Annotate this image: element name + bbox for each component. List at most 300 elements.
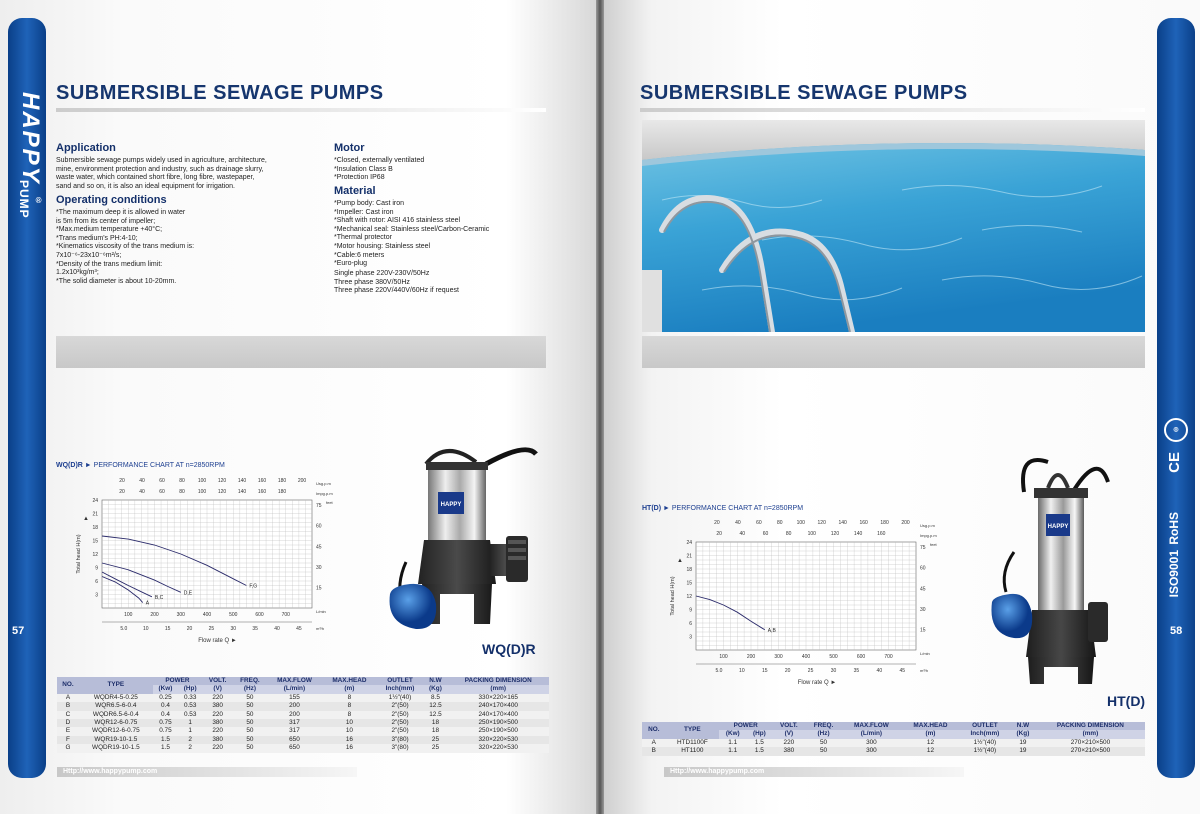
top-tick-impgpm: 40	[139, 489, 145, 495]
pool-photo	[642, 120, 1145, 332]
table-cell: 12	[901, 739, 960, 747]
series-label: D,E	[183, 590, 193, 597]
x-tick-m3h: 20	[784, 668, 791, 674]
x-axis-label: Flow rate Q ►	[198, 638, 237, 644]
table-cell: 320×220×530	[447, 744, 549, 752]
table-cell: E	[57, 727, 79, 735]
table-cell: 0.53	[178, 702, 202, 710]
table-cell: B	[57, 702, 79, 710]
unit-v: (V)	[772, 730, 805, 738]
x-tick-m3h: 35	[853, 668, 860, 674]
y-tick-label: 21	[686, 553, 692, 560]
motor-heading: Motor	[334, 142, 365, 154]
unit-hp: (Hp)	[746, 730, 772, 738]
y-tick-label: 15	[686, 580, 692, 587]
y2-tick-label: 15	[920, 627, 926, 634]
unit-v: (V)	[202, 685, 233, 693]
table-cell: 240×170×400	[447, 711, 549, 719]
col-power: POWER	[719, 722, 772, 730]
top-unit-usgpm: Usg.p.m	[316, 481, 331, 486]
y-tick-label: 3	[689, 634, 692, 641]
unit-kg: (Kg)	[1010, 730, 1036, 738]
top-tick-usgpm: 200	[901, 520, 910, 526]
unit-inch: Inch(mm)	[377, 685, 424, 693]
table-cell: 8	[322, 702, 376, 710]
table-cell: 0.33	[178, 694, 202, 702]
chart-arrow-icon: ►	[84, 462, 94, 469]
registered-mark: ®	[34, 196, 43, 205]
table-cell: 650	[267, 736, 322, 744]
y2-tick-label: 15	[316, 585, 322, 592]
col-no: NO.	[642, 722, 666, 739]
table-row	[642, 747, 1145, 755]
table-cell: 650	[267, 744, 322, 752]
x-tick-lmin: 300	[176, 612, 185, 618]
chart-title	[56, 462, 225, 469]
top-unit-usgpm: Usg.p.m	[920, 523, 935, 528]
col-type: TYPE	[666, 722, 719, 739]
table-cell: 2"(50)	[377, 719, 424, 727]
table-cell: 1.5	[153, 744, 179, 752]
table-cell: 270×210×500	[1036, 739, 1145, 747]
table-cell: 220	[202, 711, 233, 719]
x-tick-m3h: 30	[230, 626, 237, 632]
x-tick-lmin: 500	[229, 612, 238, 618]
table-cell: 1	[178, 719, 202, 727]
operating-heading: Operating conditions	[56, 194, 167, 206]
col-packing: PACKING DIMENSION	[447, 677, 549, 685]
website-url[interactable]: Http://www.happypump.com	[57, 767, 357, 777]
table-cell: B	[642, 747, 666, 755]
x-tick-lmin: 200	[746, 654, 756, 660]
table-cell: 3"(80)	[377, 736, 424, 744]
y2-tick-label: 45	[316, 544, 322, 551]
y-tick-label: 24	[92, 498, 98, 504]
unit-kg: (Kg)	[423, 685, 447, 693]
table-cell: HT1100	[666, 747, 719, 755]
brand-sub-text: PUMP	[17, 180, 31, 219]
table-cell: 155	[267, 694, 322, 702]
y2-tick-label: 75	[316, 503, 322, 510]
table-cell: 18	[423, 727, 447, 735]
chart-label: WQ(D)R	[56, 462, 83, 469]
top-tick-usgpm: 60	[159, 478, 165, 484]
chart-caption: PERFORMANCE CHART AT n=2850RPM	[93, 462, 225, 469]
application-text: Submersible sewage pumps widely used in agriculture, architecture, mine, environment protection and industry, such as drainage slurry, waste water, which contained short fibre, long fibre, wastepaper, sand and so on, it is also an ideal equipment for irrigation.	[56, 157, 267, 190]
chart-title	[642, 505, 803, 512]
table-cell: WQDR4-5-0.25	[79, 694, 153, 702]
top-tick-impgpm: 120	[217, 489, 227, 495]
table-cell: 220	[772, 739, 805, 747]
table-cell: A	[642, 739, 666, 747]
page-title: SUBMERSIBLE SEWAGE PUMPS	[56, 82, 384, 104]
top-tick-usgpm: 80	[777, 520, 783, 526]
table-cell: 10	[322, 727, 376, 735]
y-tick-label: 12	[686, 594, 692, 600]
svg-text:HAPPY: HAPPY	[1047, 524, 1069, 530]
table-row	[57, 727, 549, 735]
series-label: A	[145, 600, 150, 607]
y2-unit: feet	[930, 542, 937, 547]
grey-band	[642, 336, 1145, 368]
motor-text: *Closed, externally ventilated *Insulation Class B *Protection IP68	[334, 157, 425, 182]
x-tick-lmin: 300	[774, 654, 783, 660]
x-unit-lmin: L/min	[920, 651, 930, 656]
col-power: POWER	[153, 677, 202, 685]
y-tick-label: 9	[95, 565, 98, 572]
table-cell: 2"(50)	[377, 727, 424, 735]
series-label: B,C	[154, 594, 164, 601]
table-cell: D	[57, 719, 79, 727]
table-cell: 8.5	[423, 694, 447, 702]
right-brand-bar	[1157, 18, 1195, 778]
y-tick-label: 6	[95, 579, 98, 585]
spec-table-body	[57, 694, 549, 753]
top-tick-usgpm: 160	[257, 478, 267, 484]
top-tick-usgpm: 40	[139, 478, 145, 484]
table-cell: 16	[322, 736, 376, 744]
table-cell: 50	[805, 739, 841, 747]
iso9001-mark: ISO9001	[1167, 550, 1181, 598]
col-volt: VOLT.	[202, 677, 233, 685]
table-cell: 2"(50)	[377, 711, 424, 719]
col-maxhead: MAX.HEAD	[901, 722, 960, 730]
table-cell: 317	[267, 719, 322, 727]
table-cell: 18	[423, 719, 447, 727]
y2-tick-label: 75	[920, 545, 926, 552]
top-tick-usgpm: 140	[838, 520, 847, 526]
chart-caption: PERFORMANCE CHART AT n=2850RPM	[671, 505, 804, 512]
table-cell: 250×190×500	[447, 727, 549, 735]
x-tick-m3h: 40	[876, 668, 883, 674]
unit-m: (m)	[322, 685, 376, 693]
top-tick-impgpm: 140	[853, 531, 863, 537]
table-cell: C	[57, 711, 79, 719]
table-cell: 380	[202, 736, 233, 744]
top-tick-usgpm: 40	[735, 520, 741, 526]
pump-wqdr-image	[386, 444, 556, 634]
x-tick-lmin: 400	[801, 654, 811, 660]
table-cell: 317	[267, 727, 322, 735]
y-tick-label: 12	[92, 552, 98, 558]
table-row	[57, 694, 549, 702]
left-page	[0, 0, 596, 814]
table-cell: 12.5	[423, 702, 447, 710]
col-no: NO.	[57, 677, 79, 694]
y-tick-label: 6	[689, 621, 692, 627]
top-tick-impgpm: 100	[197, 489, 207, 495]
table-cell: 200	[267, 702, 322, 710]
unit-kw: (Kw)	[719, 730, 746, 738]
x-tick-m3h: 15	[164, 626, 171, 632]
table-cell: 25	[423, 744, 447, 752]
chart-svg	[70, 476, 360, 661]
unit-hz: (Hz)	[233, 685, 267, 693]
phase-text: Single phase 220V-230V/50Hz Three phase 380V/50Hz Three phase 220V/440V/60Hz if request	[334, 270, 459, 295]
chart-svg	[664, 518, 964, 698]
col-outlet: OUTLET	[960, 722, 1010, 730]
table-cell: WQR19-10-1.5	[79, 736, 153, 744]
table-cell: 10	[322, 719, 376, 727]
col-maxflow: MAX.FLOW	[267, 677, 322, 685]
x-tick-m3h: 20	[186, 626, 193, 632]
top-tick-impgpm: 180	[277, 489, 287, 495]
top-tick-impgpm: 40	[739, 531, 746, 537]
x-tick-m3h: 35	[252, 626, 258, 632]
right-page	[604, 0, 1200, 814]
y2-tick-label: 60	[316, 523, 322, 530]
unit-kw: (Kw)	[153, 685, 179, 693]
unit-m: (m)	[901, 730, 960, 738]
table-cell: 12.5	[423, 711, 447, 719]
x-tick-m3h: 15	[761, 668, 768, 674]
top-tick-impgpm: 80	[785, 531, 792, 537]
table-cell: 19	[1010, 739, 1036, 747]
table-cell: 25	[423, 736, 447, 744]
y-axis-label: Total head H(m)	[670, 576, 676, 616]
table-cell: 50	[233, 702, 267, 710]
y2-tick-label: 30	[316, 564, 322, 571]
table-row	[57, 736, 549, 744]
y-tick-label: 9	[689, 607, 692, 614]
top-tick-impgpm: 60	[762, 531, 769, 537]
col-nw: N.W	[1010, 722, 1036, 730]
table-cell: 0.25	[153, 694, 179, 702]
y2-unit: feet	[326, 500, 333, 505]
col-volt: VOLT.	[772, 722, 805, 730]
top-tick-usgpm: 60	[756, 520, 762, 526]
grey-band	[56, 336, 546, 368]
table-cell: 50	[233, 736, 267, 744]
website-url[interactable]: Http://www.happypump.com	[664, 767, 964, 777]
table-cell: 2"(50)	[377, 702, 424, 710]
col-outlet: OUTLET	[377, 677, 424, 685]
top-tick-usgpm: 100	[796, 520, 805, 526]
table-cell: 50	[233, 694, 267, 702]
table-cell: 0.4	[153, 711, 179, 719]
x-tick-m3h: 45	[296, 626, 302, 632]
table-cell: 1½"(40)	[377, 694, 424, 702]
table-cell: 330×220×165	[447, 694, 549, 702]
col-packing: PACKING DIMENSION	[1036, 722, 1145, 730]
chart-arrow-icon: ►	[663, 505, 672, 512]
top-tick-usgpm: 20	[119, 478, 125, 484]
x-axis-label: Flow rate Q ►	[797, 680, 837, 686]
table-cell: 270×210×500	[1036, 747, 1145, 755]
x-tick-lmin: 200	[150, 612, 159, 618]
top-tick-impgpm: 120	[830, 531, 840, 537]
y-tick-label: 18	[92, 525, 98, 531]
svg-text:HAPPY: HAPPY	[440, 502, 462, 508]
table-cell: 1½"(40)	[960, 739, 1010, 747]
top-tick-impgpm: 20	[119, 489, 125, 495]
top-tick-impgpm: 140	[237, 489, 247, 495]
brand-logo-text: HAPPY	[17, 92, 44, 185]
table-cell: 380	[772, 747, 805, 755]
table-cell: F	[57, 736, 79, 744]
table-cell: 2	[178, 744, 202, 752]
chart-label: HT(D)	[642, 505, 662, 512]
table-cell: 200	[267, 711, 322, 719]
table-cell: G	[57, 744, 79, 752]
x-tick-lmin: 400	[202, 612, 212, 618]
table-cell: 0.75	[153, 727, 179, 735]
top-tick-usgpm: 180	[277, 478, 287, 484]
series-label: A,B	[767, 627, 776, 634]
col-freq: FREQ.	[805, 722, 841, 730]
table-cell: WQDR6.5-6-0.4	[79, 711, 153, 719]
table-cell: 300	[842, 739, 902, 747]
table-cell: 19	[1010, 747, 1036, 755]
table-cell: 1.1	[719, 747, 746, 755]
y2-tick-label: 30	[920, 606, 926, 613]
table-cell: 3"(80)	[377, 744, 424, 752]
table-row	[57, 719, 549, 727]
spec-table-body	[642, 739, 1145, 756]
table-row	[642, 739, 1145, 747]
page-title: SUBMERSIBLE SEWAGE PUMPS	[640, 82, 968, 104]
y-axis-arrow-icon: ▲	[677, 558, 683, 564]
col-nw: N.W	[423, 677, 447, 685]
top-tick-impgpm: 160	[257, 489, 267, 495]
table-cell: 220	[202, 694, 233, 702]
table-cell: 220	[202, 727, 233, 735]
table-cell: 1	[178, 727, 202, 735]
x-tick-m3h: 40	[274, 626, 280, 632]
unit-mm: (mm)	[447, 685, 549, 693]
unit-mm: (mm)	[1036, 730, 1145, 738]
spine-gutter	[596, 0, 604, 814]
y-tick-label: 21	[92, 511, 98, 518]
top-tick-usgpm: 120	[217, 478, 227, 484]
y-axis-label: Total head H(m)	[76, 534, 82, 574]
top-tick-impgpm: 20	[716, 531, 722, 537]
page-number: 58	[1170, 625, 1183, 637]
unit-lmin: (L/min)	[267, 685, 322, 693]
col-maxflow: MAX.FLOW	[842, 722, 902, 730]
rohs-mark: RoHS	[1167, 512, 1181, 545]
top-tick-usgpm: 100	[197, 478, 207, 484]
table-cell: 380	[202, 702, 233, 710]
top-tick-impgpm: 160	[877, 531, 886, 537]
table-cell: WQR6.5-6-0.4	[79, 702, 153, 710]
y-tick-label: 15	[92, 538, 98, 545]
col-type: TYPE	[79, 677, 153, 694]
material-heading: Material	[334, 185, 376, 197]
table-cell: 1.5	[746, 747, 772, 755]
x-tick-m3h: 45	[899, 668, 906, 674]
top-tick-impgpm: 80	[179, 489, 185, 495]
x-tick-lmin: 600	[856, 654, 866, 660]
table-cell: A	[57, 694, 79, 702]
title-underline	[56, 108, 546, 112]
table-cell: 0.53	[178, 711, 202, 719]
top-tick-usgpm: 160	[859, 520, 868, 526]
top-tick-usgpm: 180	[880, 520, 889, 526]
table-cell: 2	[178, 736, 202, 744]
y2-tick-label: 45	[920, 586, 926, 593]
title-underline	[640, 108, 1145, 112]
page-number: 57	[12, 625, 25, 637]
material-text: *Pump body: Cast iron *Impeller: Cast iron *Shaft with rotor: AISI 416 stainless steel *Mechanical seal: Stainless steel/Carbon-Ceramic *Thermal protector *Motor housing: Stainless steel *Cable:6 meters *Euro-plug	[334, 200, 490, 268]
table-cell: 50	[233, 727, 267, 735]
x-tick-m3h: 5.0	[120, 626, 128, 632]
table-row	[57, 711, 549, 719]
pump-label: HT(D)	[1107, 693, 1146, 709]
table-cell: 380	[202, 719, 233, 727]
y-tick-label: 3	[95, 592, 98, 599]
unit-inch: Inch(mm)	[960, 730, 1010, 738]
top-tick-usgpm: 120	[817, 520, 826, 526]
pump-label: WQ(D)R	[482, 641, 536, 657]
table-cell: HTD1100F	[666, 739, 719, 747]
table-cell: 0.75	[153, 719, 179, 727]
x-tick-m3h: 5.0	[715, 668, 723, 674]
table-row	[57, 702, 549, 710]
table-cell: 250×190×500	[447, 719, 549, 727]
series-label: F,G	[249, 583, 258, 590]
x-tick-lmin: 700	[884, 654, 893, 660]
x-tick-lmin: 100	[124, 612, 133, 618]
col-freq: FREQ.	[233, 677, 267, 685]
table-cell: 1.5	[746, 739, 772, 747]
table-cell: 1½"(40)	[960, 747, 1010, 755]
top-tick-usgpm: 200	[297, 478, 307, 484]
table-cell: 300	[842, 747, 902, 755]
y-tick-label: 24	[686, 540, 692, 546]
ce-mark: CE	[1166, 452, 1183, 473]
top-tick-impgpm: 100	[807, 531, 816, 537]
table-cell: WQDR19-10-1.5	[79, 744, 153, 752]
pump-htd-image	[988, 452, 1144, 692]
operating-text: *The maximum deep it is allowed in water is 5m from its center of impeller; *Max.medium temperature +40°C; *Trans medium's PH:4-10; *Kinematics viscosity of the trans medium is: 7x10⁻⁶-23x10⁻⁶m²/s; *Density of the trans medium limit: 1.2x10³kg/m³; *The solid diameter is about 10-20mm.	[56, 209, 195, 285]
x-unit-m3h: m³/h	[316, 626, 324, 631]
table-cell: 220	[202, 744, 233, 752]
y2-tick-label: 60	[920, 565, 926, 572]
spec-table	[57, 677, 549, 753]
table-row	[57, 744, 549, 752]
table-cell: 50	[233, 719, 267, 727]
table-cell: WQDR12-6-0.75	[79, 727, 153, 735]
top-unit-impgpm: Impg.p.m	[920, 533, 937, 538]
table-cell: 320×220×530	[447, 736, 549, 744]
x-tick-m3h: 10	[142, 626, 149, 632]
top-tick-impgpm: 60	[159, 489, 165, 495]
unit-hz: (Hz)	[805, 730, 841, 738]
unit-lmin: (L/min)	[842, 730, 902, 738]
table-cell: 0.4	[153, 702, 179, 710]
table-cell: 50	[805, 747, 841, 755]
performance-chart-htd	[664, 518, 964, 698]
top-unit-impgpm: Impg.p.m	[316, 491, 333, 496]
table-cell: WQR12-6-0.75	[79, 719, 153, 727]
top-tick-usgpm: 140	[237, 478, 247, 484]
table-cell: 50	[233, 711, 267, 719]
x-unit-lmin: L/min	[316, 609, 326, 614]
x-tick-m3h: 10	[739, 668, 745, 674]
table-cell: 8	[322, 694, 376, 702]
certification-seal-icon: ◎	[1164, 418, 1188, 442]
top-tick-usgpm: 80	[179, 478, 185, 484]
spec-table	[642, 722, 1145, 756]
x-tick-lmin: 500	[829, 654, 838, 660]
top-tick-usgpm: 20	[714, 520, 720, 526]
table-cell: 8	[322, 711, 376, 719]
table-cell: 1.5	[153, 736, 179, 744]
x-tick-lmin: 100	[719, 654, 728, 660]
table-cell: 12	[901, 747, 960, 755]
x-unit-m3h: m³/h	[920, 668, 928, 673]
